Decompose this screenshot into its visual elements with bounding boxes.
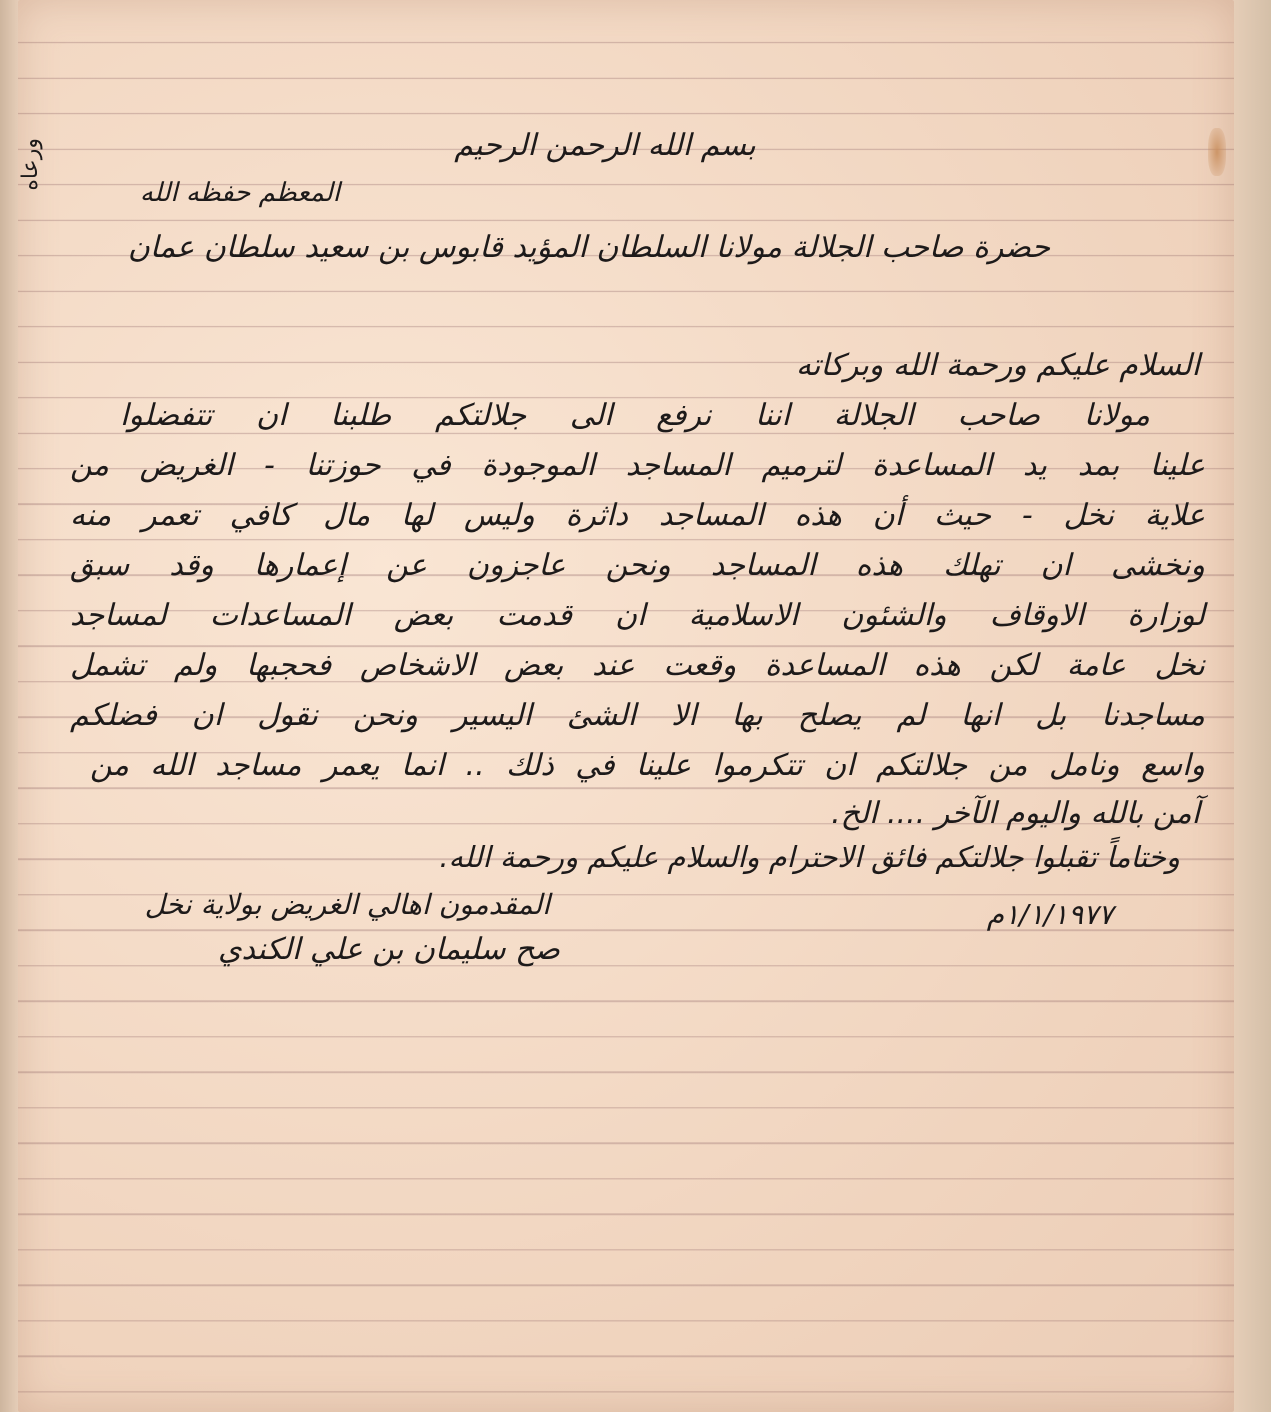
greeting-line: السلام عليكم ورحمة الله وبركاته [796,348,1200,383]
body-line: واسع ونامل من جلالتكم ان تتكرموا علينا في ذلك .. انما يعمر مساجد الله من [90,748,1205,783]
body-line: آمن بالله واليوم الآخر .... الخ. [831,796,1200,831]
paper-stain [1208,128,1226,176]
body-line: ونخشى ان تهلك هذه المساجد ونحن عاجزون عن إعمارها وقد سبق [70,548,1205,583]
bismillah-heading: بسم الله الرحمن الرحيم [454,128,756,163]
body-line: علاية نخل - حيث أن هذه المساجد داثرة وليس لها مال كافي تعمر منه [70,498,1205,533]
honorific-line: المعظم حفظه الله [139,178,340,208]
signature: صح سليمان بن علي الكندي [218,932,560,967]
body-line: لوزارة الاوقاف والشئون الاسلامية ان قدمت بعض المساعدات لمساجد [70,598,1205,633]
body-line: نخل عامة لكن هذه المساعدة وقعت عند بعض الاشخاص فحجبها ولم تشمل [70,648,1205,683]
body-line: مولانا صاحب الجلالة اننا نرفع الى جلالتكم طلبنا ان تتفضلوا [120,398,1150,433]
paper-right-edge [1230,0,1271,1412]
body-line: علينا بمد يد المساعدة لترميم المساجد الموجودة في حوزتنا - الغريض من [70,448,1205,483]
body-line: مساجدنا بل انها لم يصلح بها الا الشئ اليسير ونحن نقول ان فضلكم [70,698,1205,733]
marginal-note: ورعاه [18,138,43,191]
sender-line: المقدمون اهالي الغريض بولاية نخل [144,888,550,921]
addressee-line: حضرة صاحب الجلالة مولانا السلطان المؤيد قابوس بن سعيد سلطان عمان [127,230,1050,265]
letter-date: ١/١/١٩٧٧م [986,898,1114,931]
closing-line: وختاماً تقبلوا جلالتكم فائق الاحترام والسلام عليكم ورحمة الله. [439,840,1180,874]
